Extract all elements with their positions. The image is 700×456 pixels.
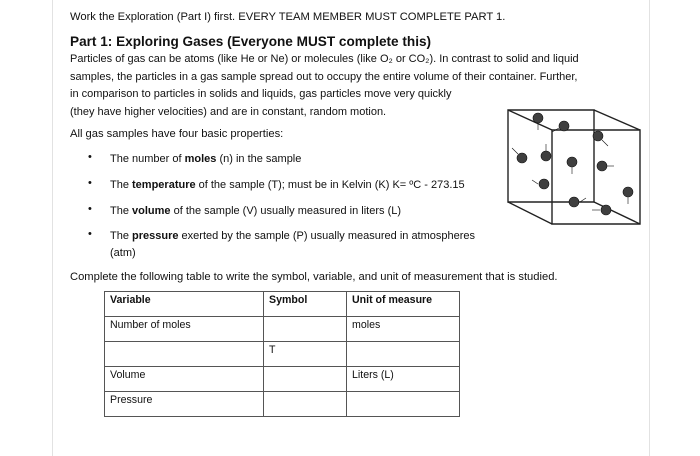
paragraph-line: Particles of gas can be atoms (like He or Ne) or molecules (like O₂ or CO₂). In contrast to solid and liquid xyxy=(70,53,579,65)
column-header-symbol: Symbol xyxy=(264,292,347,317)
paragraph-line: (they have higher velocities) and are in constant, random motion. xyxy=(70,105,387,118)
table-row xyxy=(105,392,460,417)
variables-table xyxy=(104,291,460,417)
bullet-text: of the sample (T); must be in Kelvin (K) K= ºC - 273.15 xyxy=(195,179,465,191)
table-cell[interactable] xyxy=(347,392,460,417)
particle-icon xyxy=(533,113,543,130)
table-cell[interactable]: Number of moles xyxy=(105,317,264,342)
table-row xyxy=(105,317,460,342)
particle-icon xyxy=(541,144,551,161)
particle-icon xyxy=(597,161,614,171)
bullet-text: exerted by the sample (P) usually measured in atmospheres xyxy=(178,230,476,242)
table-cell[interactable]: Pressure xyxy=(105,392,264,417)
bullet-text: The number of xyxy=(110,153,185,165)
table-cell[interactable]: Volume xyxy=(105,367,264,392)
bullet-text: The xyxy=(110,179,133,191)
table-cell[interactable] xyxy=(264,367,347,392)
bullet-text: The xyxy=(110,205,133,217)
bullet-bold-term: pressure xyxy=(132,230,179,242)
column-header-variable: Variable xyxy=(105,292,264,317)
table-cell[interactable] xyxy=(264,317,347,342)
particle-icon xyxy=(623,187,633,204)
table-instruction: Complete the following table to write the symbol, variable, and unit of measurement that is studied. xyxy=(70,271,558,283)
bullet-icon: • xyxy=(88,228,92,240)
table-cell[interactable]: T xyxy=(264,342,347,367)
paragraph-line: samples, the particles in a gas sample spread out to occupy the entire volume of their container. Further, xyxy=(70,70,578,83)
bullet-icon: • xyxy=(88,177,92,189)
table-cell[interactable] xyxy=(347,342,460,367)
particle-icon xyxy=(532,179,549,189)
bullet-bold-term: moles xyxy=(184,153,217,165)
intro-instruction: Work the Exploration (Part I) first. EVERY TEAM MEMBER MUST COMPLETE PART 1. xyxy=(70,11,506,23)
table-cell[interactable]: moles xyxy=(347,317,460,342)
bullet-icon: • xyxy=(88,203,92,215)
table-row xyxy=(105,342,460,367)
bullet-bold-term: temperature xyxy=(132,179,196,191)
section-heading: Part 1: Exploring Gases (Everyone MUST complete this) xyxy=(70,34,432,49)
table-cell[interactable] xyxy=(105,342,264,367)
gas-particles-cube-illustration xyxy=(506,100,644,228)
table-cell[interactable] xyxy=(264,392,347,417)
gas-particles xyxy=(512,113,633,215)
particle-icon xyxy=(567,157,577,174)
column-header-unit: Unit of measure xyxy=(347,292,460,317)
intro-paragraph xyxy=(70,51,579,121)
table-row xyxy=(105,367,460,392)
bullet-text: of the sample (V) usually measured in liters (L) xyxy=(170,205,402,217)
bullet-text: (n) in the sample xyxy=(216,153,302,165)
particle-icon xyxy=(593,131,608,146)
particle-icon xyxy=(592,205,611,215)
table-cell[interactable]: Liters (L) xyxy=(347,367,460,392)
paragraph-line: in comparison to particles in solids and liquids, gas particles move very quickly xyxy=(70,88,452,101)
properties-intro: All gas samples have four basic properties: xyxy=(70,128,284,140)
bullet-text: (atm) xyxy=(110,247,136,259)
bullet-text: The xyxy=(110,230,133,242)
bullet-icon: • xyxy=(88,151,92,163)
table-header-row xyxy=(105,292,460,317)
bullet-bold-term: volume xyxy=(132,205,171,217)
particle-icon xyxy=(512,148,527,163)
